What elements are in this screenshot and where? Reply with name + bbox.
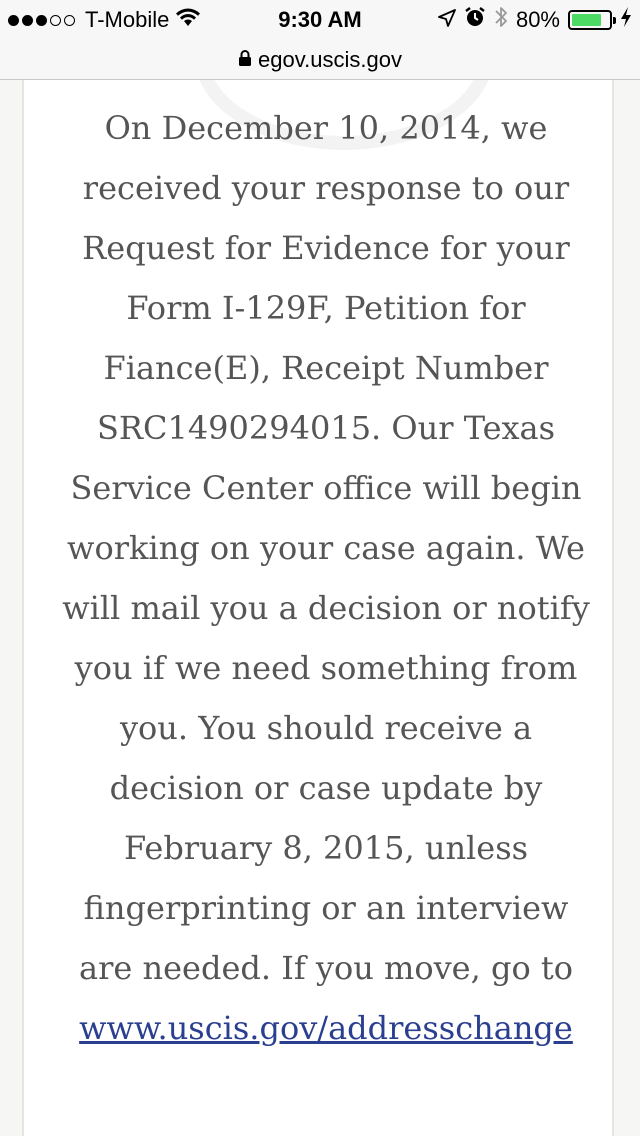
location-arrow-icon [438,7,456,33]
case-status-text [60,98,592,1058]
battery-percent: 80% [515,7,560,32]
battery-level-fill [572,14,601,26]
address-change-link[interactable]: www.uscis.gov/addresschange [79,1009,573,1047]
alarm-icon [464,6,486,34]
lock-icon [238,47,252,73]
status-bar [0,0,640,40]
url-domain[interactable]: egov.uscis.gov [258,46,402,72]
page-content [0,80,640,1136]
charging-bolt-icon [620,6,632,34]
case-status-paragraph: On December 10, 2014, we received your response to our Request for Evidence for your Form I-129F, Petition for Fiance(E), Receipt Number SRC1490294015. Our Texas Service Center office will begin working on your case again. We will mail you a decision or notify you if we need something from you. You should receive a decision or case update by February 8, 2015, unless fingerprinting or an interview are needed. If you move, go to [62,109,590,987]
bluetooth-icon [494,5,508,35]
url-bar[interactable] [0,40,640,80]
battery-icon [568,10,612,30]
clock: 9:30 AM [278,7,362,32]
status-bar-right [438,6,632,34]
carrier-name: T-Mobile [85,7,170,32]
